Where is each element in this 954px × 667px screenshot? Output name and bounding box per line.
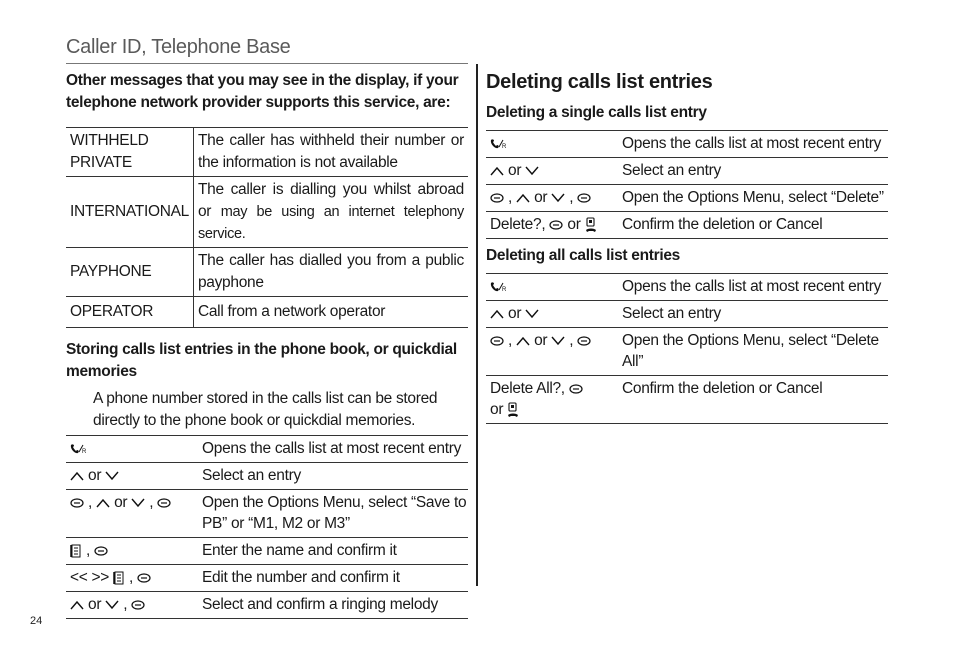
step-description: Confirm the deletion or Cancel bbox=[618, 212, 888, 239]
table-row bbox=[486, 131, 888, 158]
ok-key-icon bbox=[549, 220, 563, 230]
down-arrow-icon bbox=[105, 471, 119, 481]
step-keys: Delete?, or bbox=[486, 212, 618, 239]
all-entries-heading: Deleting all calls list entries bbox=[486, 247, 681, 264]
ok-key-icon bbox=[490, 193, 504, 203]
messages-table bbox=[66, 127, 468, 328]
message-description: The caller has withheld their number or the information is not available bbox=[193, 128, 468, 177]
storing-body: A phone number stored in the calls list can be stored directly to the phone book or quickdial memories. bbox=[93, 390, 438, 429]
table-row bbox=[66, 565, 468, 592]
step-keys bbox=[486, 274, 618, 301]
step-description: Edit the number and confirm it bbox=[198, 565, 468, 592]
step-keys: Delete All?, or bbox=[486, 376, 618, 424]
ok-key-icon bbox=[490, 336, 504, 346]
step-description: Open the Options Menu, select “Delete” bbox=[618, 185, 888, 212]
ok-key-icon bbox=[131, 600, 145, 610]
step-description: Select an entry bbox=[618, 301, 888, 328]
down-arrow-icon bbox=[551, 336, 565, 346]
step-description: Open the Options Menu, select “Save to PB” or “M1, M2 or M3” bbox=[198, 490, 468, 538]
step-keys: or , bbox=[66, 592, 198, 619]
message-description: The caller has dialled you from a public payphone bbox=[193, 248, 468, 297]
message-description: Call from a network operator bbox=[193, 297, 468, 328]
up-arrow-icon bbox=[490, 166, 504, 176]
up-arrow-icon bbox=[490, 309, 504, 319]
ok-key-icon bbox=[577, 193, 591, 203]
step-description: Opens the calls list at most recent entry bbox=[618, 131, 888, 158]
column-divider bbox=[476, 64, 478, 586]
message-description: The caller is dialling you whilst abroad or may be using an internet telephony service. bbox=[193, 177, 468, 248]
table-row bbox=[66, 177, 468, 248]
all-delete-table bbox=[486, 273, 888, 424]
single-entry-heading: Deleting a single calls list entry bbox=[486, 104, 707, 121]
table-row bbox=[486, 328, 888, 376]
table-row bbox=[486, 185, 888, 212]
calls-list-icon bbox=[70, 443, 86, 455]
up-arrow-icon bbox=[516, 193, 530, 203]
step-description: Confirm the deletion or Cancel bbox=[618, 376, 888, 424]
step-description: Opens the calls list at most recent entry bbox=[618, 274, 888, 301]
ok-key-icon bbox=[577, 336, 591, 346]
down-arrow-icon bbox=[105, 600, 119, 610]
page-header-title: Caller ID, Telephone Base bbox=[66, 36, 291, 58]
calls-list-icon bbox=[490, 138, 506, 150]
down-arrow-icon bbox=[131, 498, 145, 508]
step-keys: , or , bbox=[486, 185, 618, 212]
table-row bbox=[66, 248, 468, 297]
step-keys bbox=[486, 131, 618, 158]
table-row bbox=[486, 274, 888, 301]
message-code: OPERATOR bbox=[66, 297, 193, 328]
table-row bbox=[66, 128, 468, 177]
table-row bbox=[66, 297, 468, 328]
up-arrow-icon bbox=[96, 498, 110, 508]
messages-intro: Other messages that you may see in the display, if your telephone network provider supports this service, are: bbox=[66, 72, 459, 111]
table-row bbox=[486, 158, 888, 185]
up-arrow-icon bbox=[516, 336, 530, 346]
message-code: PAYPHONE bbox=[66, 248, 193, 297]
step-keys: or bbox=[486, 158, 618, 185]
end-call-icon bbox=[585, 217, 597, 233]
phonebook-key-icon bbox=[70, 544, 82, 558]
step-description: Open the Options Menu, select “Delete All” bbox=[618, 328, 888, 376]
message-code: INTERNATIONAL bbox=[66, 177, 193, 248]
table-row bbox=[66, 436, 468, 463]
step-description: Select an entry bbox=[618, 158, 888, 185]
down-arrow-icon bbox=[551, 193, 565, 203]
right-column bbox=[486, 70, 888, 424]
table-row bbox=[486, 212, 888, 239]
calls-list-icon bbox=[490, 281, 506, 293]
table-row bbox=[66, 463, 468, 490]
ok-key-icon bbox=[137, 573, 151, 583]
cursor-arrows-key: << >> bbox=[70, 569, 110, 586]
table-row bbox=[66, 538, 468, 565]
ok-key-icon bbox=[569, 384, 583, 394]
down-arrow-icon bbox=[525, 166, 539, 176]
step-keys: , or , bbox=[66, 490, 198, 538]
left-column bbox=[66, 70, 468, 619]
message-code: WITHHELD PRIVATE bbox=[66, 128, 193, 177]
end-call-icon bbox=[507, 402, 519, 418]
header-rule bbox=[66, 63, 468, 64]
phonebook-key-icon bbox=[113, 571, 125, 585]
step-keys: , bbox=[66, 538, 198, 565]
up-arrow-icon bbox=[70, 600, 84, 610]
single-delete-table bbox=[486, 130, 888, 239]
storing-heading: Storing calls list entries in the phone book, or quickdial memories bbox=[66, 341, 457, 380]
step-description: Select an entry bbox=[198, 463, 468, 490]
table-row bbox=[486, 376, 888, 424]
ok-key-icon bbox=[157, 498, 171, 508]
section-title: Deleting calls list entries bbox=[486, 71, 713, 93]
page-number: 24 bbox=[30, 615, 43, 627]
table-row bbox=[486, 301, 888, 328]
step-description: Enter the name and confirm it bbox=[198, 538, 468, 565]
step-description: Opens the calls list at most recent entry bbox=[198, 436, 468, 463]
table-row bbox=[66, 592, 468, 619]
step-keys bbox=[66, 436, 198, 463]
table-row bbox=[66, 490, 468, 538]
down-arrow-icon bbox=[525, 309, 539, 319]
up-arrow-icon bbox=[70, 471, 84, 481]
step-description: Select and confirm a ringing melody bbox=[198, 592, 468, 619]
ok-key-icon bbox=[94, 546, 108, 556]
step-keys: or bbox=[486, 301, 618, 328]
storing-steps-table bbox=[66, 435, 468, 619]
step-keys: << >> , bbox=[66, 565, 198, 592]
step-keys: or bbox=[66, 463, 198, 490]
step-keys: , or , bbox=[486, 328, 618, 376]
ok-key-icon bbox=[70, 498, 84, 508]
